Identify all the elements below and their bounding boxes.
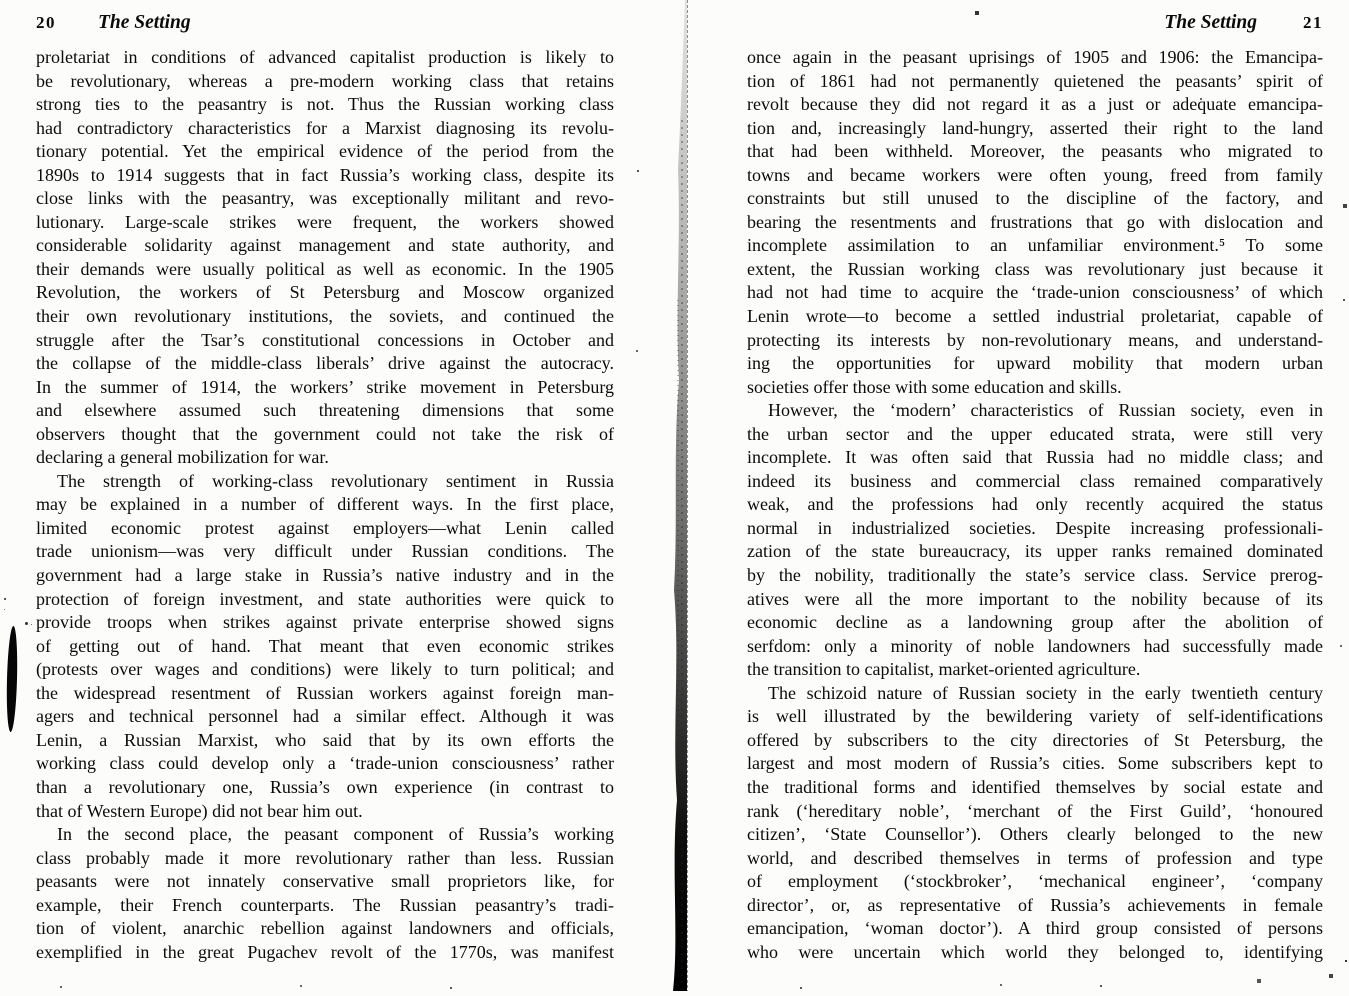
text-line: than a revolutionary one, Russia’s own experience (in contrast to (36, 776, 614, 797)
text-line: societies offer those with some education and skills. (747, 376, 1122, 397)
text-line: Revolution, the workers of St Petersburg and Moscow organized (36, 282, 614, 303)
text-line: close links with the peasantry, was exceptionally militant and revo- (36, 188, 614, 209)
text-line: proletariat in conditions of advanced capitalist production is likely to (36, 47, 614, 67)
text-line: The strength of working-class revolutionary sentiment in Russia (57, 470, 614, 491)
text-line: The schizoid nature of Russian society in the early twentieth century (768, 682, 1323, 703)
running-header-right (747, 12, 1323, 35)
text-line: director’, or, as representative of Russia’s achievements in female (747, 894, 1323, 915)
text-line: (protests over wages and conditions) were likely to turn political; and (36, 659, 614, 680)
text-line: declaring a general mobilization for war. (36, 447, 329, 468)
page-text-left (36, 46, 614, 964)
text-line: is well illustrated by the bewildering variety of self-identifications (747, 706, 1323, 727)
text-line: of getting out of hand. That meant that even economic strikes (36, 635, 614, 656)
text-line: In the summer of 1914, the workers’ strike movement in Petersburg (36, 376, 614, 397)
text-line: tionary potential. Yet the empirical evidence of the period from the (36, 141, 614, 162)
text-line: zation of the state bureaucracy, its upper ranks remained dominated (747, 541, 1323, 562)
text-line: peasants were not innately conservative small proprietors like, for (36, 871, 614, 892)
text-line: tion of 1861 had not permanently quietened the peasants’ spirit of (747, 70, 1323, 91)
text-line: revolt because they did not regard it as a just or adequate emancipa- (747, 94, 1323, 115)
text-line: government had a large stake in Russia’s native industry and in the (36, 565, 614, 586)
text-line: economic decline as a landowning group after the abolition of (747, 612, 1323, 633)
text-line: rank (‘hereditary noble’, ‘merchant of the First Guild’, ‘honoured (747, 800, 1323, 821)
text-line: observers thought that the government could not take the risk of (36, 423, 614, 444)
text-line: tion and, increasingly land-hungry, asserted their right to the land (747, 117, 1323, 138)
text-line: exemplified in the great Pugachev revolt of the 1770s, was manifest (36, 941, 614, 962)
text-line: ing the opportunities for upward mobility that modern urban (747, 353, 1323, 374)
page-number: 20 (36, 13, 56, 32)
text-line: example, their French counterparts. The Russian peasantry’s tradi- (36, 894, 614, 915)
text-line: Lenin, a Russian Marxist, who said that by its own efforts the (36, 729, 614, 750)
text-line: considerable solidarity against management and state authority, and (36, 235, 614, 256)
text-line: strong ties to the peasantry is not. Thus the Russian working class (36, 94, 614, 115)
running-header-title: The Setting (98, 12, 191, 33)
running-header-title: The Setting (1164, 12, 1257, 33)
text-line: atives were all the more important to the nobility because of its (747, 588, 1323, 609)
text-line: towns and became workers were often young, freed from family (747, 164, 1323, 185)
page-number: 21 (1303, 13, 1323, 32)
text-line: offered by subscribers to the city directories of St Petersburg, the (747, 729, 1323, 750)
text-line: incomplete. It was often said that Russia had no middle class; and (747, 447, 1323, 468)
text-line: protecting its interests by non-revolutionary means, and understand- (747, 329, 1323, 350)
text-line: bearing the resentments and frustrations that go with dislocation and (747, 211, 1323, 232)
text-line: protection of foreign investment, and state authorities were quick to (36, 588, 614, 609)
running-header-left (36, 12, 614, 35)
page-21 (747, 12, 1323, 964)
text-line: who were uncertain which world they belonged to, identifying (747, 941, 1323, 962)
text-line: the traditional forms and identified themselves by social estate and (747, 776, 1323, 797)
scan-speckles (0, 0, 2, 2)
text-line: be revolutionary, whereas a pre-modern working class that retains (36, 70, 614, 91)
text-line: the transition to capitalist, market-oriented agriculture. (747, 659, 1141, 680)
text-line: trade unionism—was very difficult under Russian conditions. The (36, 541, 614, 562)
gutter-shadow-graphic (660, 0, 690, 991)
text-line: the widespread resentment of Russian workers against foreign man- (36, 682, 614, 703)
text-line: 1890s to 1914 suggests that in fact Russia’s working class, despite its (36, 164, 614, 185)
text-line: indeed its business and commercial class remained comparatively (747, 470, 1323, 491)
text-line: provide troops when strikes against private enterprise showed signs (36, 612, 614, 633)
text-line: extent, the Russian working class was revolutionary just because it (747, 258, 1323, 279)
text-line: and elsewhere assumed such threatening dimensions that some (36, 400, 614, 421)
margin-ink-mark (6, 626, 19, 732)
text-line: weak, and the professions had only recently acquired the status (747, 494, 1323, 515)
text-line: their demands were usually political as well as economic. In the 1905 (36, 258, 614, 279)
text-line: normal in industrialized societies. Despite increasing professionali- (747, 517, 1323, 538)
text-line: struggle after the Tsar’s constitutional concessions in October and (36, 329, 614, 350)
text-line: the urban sector and the upper educated strata, were still very (747, 423, 1323, 444)
text-line: incomplete assimilation to an unfamiliar environment.⁵ To some (747, 235, 1323, 256)
text-line: by the nobility, traditionally the state’s service class. Service prerog- (747, 565, 1323, 586)
text-line: working class could develop only a ‘trade-union consciousness’ rather (36, 753, 614, 774)
text-line: had contradictory characteristics for a Marxist diagnosing its revolu- (36, 117, 614, 138)
margin-ink-dots (25, 622, 28, 625)
text-line: agers and technical personnel had a similar effect. Although it was (36, 706, 614, 727)
text-line: In the second place, the peasant component of Russia’s working (57, 824, 614, 845)
text-line: emancipation, ‘woman doctor’). A third group consisted of persons (747, 918, 1323, 939)
text-line: world, and described themselves in terms of profession and type (747, 847, 1323, 868)
text-line: the collapse of the middle-class liberals’ drive against the autocracy. (36, 353, 614, 374)
book-gutter-shadow (660, 0, 690, 991)
text-line: had not had time to acquire the ‘trade-union consciousness’ of which (747, 282, 1323, 303)
text-line: citizen’, ‘State Counsellor’). Others clearly belonged to the new (747, 824, 1323, 845)
page-20 (36, 12, 614, 964)
text-line: lutionary. Large-scale strikes were frequent, the workers showed (36, 211, 614, 232)
text-line: that of Western Europe) did not bear him out. (36, 800, 363, 821)
page-text-right (747, 46, 1323, 964)
text-line: tion of violent, anarchic rebellion against landowners and officials, (36, 918, 614, 939)
text-line: constraints but still unused to the discipline of the factory, and (747, 188, 1323, 209)
text-line: their own revolutionary institutions, the soviets, and continued the (36, 306, 614, 327)
text-line: of employment (‘stockbroker’, ‘mechanical engineer’, ‘company (747, 871, 1323, 892)
text-line: class probably made it more revolutionary rather than less. Russian (36, 847, 614, 868)
text-line: limited economic protest against employers—what Lenin called (36, 517, 614, 538)
text-line: Lenin wrote—to become a settled industrial proletariat, capable of (747, 306, 1323, 327)
text-line: largest and most modern of Russia’s cities. Some subscribers kept to (747, 753, 1323, 774)
text-line: may be explained in a number of different ways. In the first place, (36, 494, 614, 515)
text-line: that had been withheld. Moreover, the peasants who migrated to (747, 141, 1323, 162)
text-line: once again in the peasant uprisings of 1905 and 1906: the Emancipa- (747, 47, 1323, 67)
text-line: serfdom: only a minority of noble landowners had successfully made (747, 635, 1323, 656)
text-line: However, the ‘modern’ characteristics of Russian society, even in (768, 400, 1323, 421)
